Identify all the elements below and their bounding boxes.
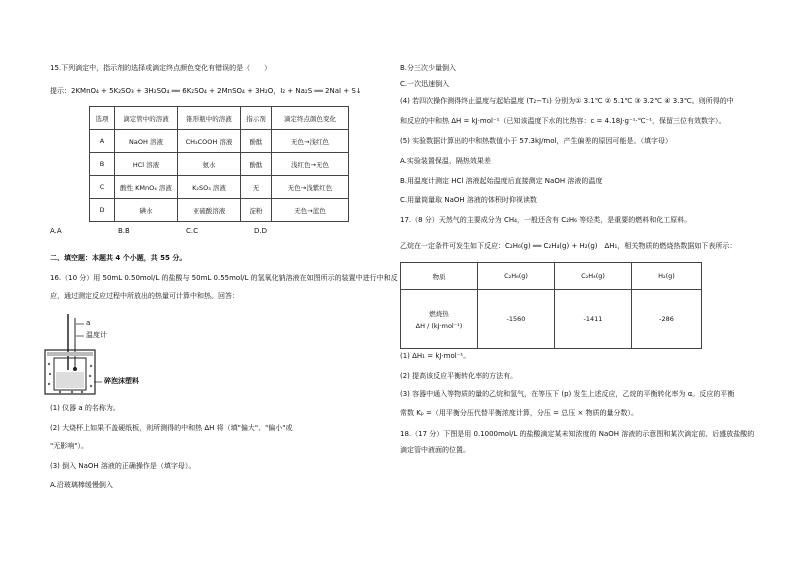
titration-table bbox=[89, 106, 349, 222]
q17-part3: (3) 容器中通入等物质的量的乙烷和氢气，在等压下 (p) 发生上述反应，乙烷的平衡转化率为 α。反应的平衡 bbox=[400, 390, 735, 398]
q16-part5-option-b: B.用温度计测定 HCl 溶液起始温度后直接测定 NaOH 溶液的温度 bbox=[400, 177, 603, 185]
table-header-row bbox=[401, 263, 702, 290]
question-15: 15.下列滴定中，指示剂的选择或滴定终点颜色变化有错误的是（ ） bbox=[50, 64, 272, 72]
table-header: C₂H₄(g) bbox=[555, 263, 632, 290]
q16-part5-option-c: C.用量筒量取 NaOH 溶液的体积时仰视读数 bbox=[400, 196, 537, 204]
question-17-reaction: 乙烷在一定条件可发生如下反应：C₂H₆(g) ══ C₂H₄(g) + H₂(g) ΔH₁，相关物质的燃烧热数据如下表所示： bbox=[400, 242, 737, 250]
table-cell: 无色→浅红色 bbox=[272, 130, 349, 153]
table-row bbox=[90, 130, 349, 153]
table-cell: -1411 bbox=[555, 290, 632, 349]
table-cell: C bbox=[90, 176, 115, 199]
q17-part1: (1) ΔH₁ = kJ·mol⁻¹。 bbox=[400, 352, 471, 360]
row-label-line2: ΔH / (kJ·mol⁻¹) bbox=[415, 321, 463, 330]
table-cell: 无色→浅紫红色 bbox=[272, 176, 349, 199]
table-cell: K₂SO₃ 溶液 bbox=[178, 176, 241, 199]
figure-label-foam: 碎泡沫塑料 bbox=[104, 377, 139, 385]
table-cell: HCl 溶液 bbox=[115, 153, 178, 176]
option-c: C.C bbox=[186, 227, 199, 235]
q16-part5: (5) 实验数据计算出的中和热数值小于 57.3kJ/mol，产生偏差的原因可能是。（填字母） bbox=[400, 137, 672, 145]
table-cell: 亚硫酸溶液 bbox=[178, 199, 241, 222]
table-row bbox=[90, 199, 349, 222]
table-header: C₂H₆(g) bbox=[478, 263, 555, 290]
q16-part4-line1: (4) 若四次操作测得终止温度与起始温度 (T₂−T₁) 分别为① 3.1℃ ② 5.1℃ ③ 3.2℃ ④ 3.3℃。则所得的中 bbox=[400, 97, 734, 105]
row-label-line1: 燃烧热 bbox=[429, 309, 449, 318]
question-18-line2: 滴定管中液面的位置。 bbox=[400, 446, 470, 454]
table-cell: 浅红色→无色 bbox=[272, 153, 349, 176]
question-16-line1: 16.（10 分）用 50mL 0.50mol/L 的盐酸与 50mL 0.55mol/L 的氢氧化钠溶液在如图所示的装置中进行中和反 bbox=[50, 274, 398, 282]
table-cell: -1560 bbox=[478, 290, 555, 349]
q16-part1: (1) 仪器 a 的名称为。 bbox=[50, 404, 120, 412]
hint-text: 提示：2KMnO₄ + 5K₂SO₃ + 3H₂SO₄ ══ 6K₂SO₄ + 2MnSO₄ + 3H₂O，I₂ + Na₂S ══ 2NaI + S↓ bbox=[50, 87, 362, 95]
q16-part4-line2: 和反应的中和热 ΔH = kJ·mol⁻¹（已知该温度下水的比热容：c = 4.18J·g⁻¹·℃⁻¹，保留三位有效数字）。 bbox=[400, 117, 726, 125]
q16-part3-option-b: B.分三次少量倒入 bbox=[400, 64, 457, 72]
q17-part3-cont: 常数 Kₚ =（用平衡分压代替平衡浓度计算，分压 = 总压 × 物质的量分数）。 bbox=[400, 409, 639, 417]
table-cell: 无 bbox=[241, 176, 272, 199]
q16-part3: (3) 倒入 NaOH 溶液的正确操作是（填字母）。 bbox=[50, 462, 196, 470]
table-row-label bbox=[401, 290, 478, 349]
table-cell: 淀粉 bbox=[241, 199, 272, 222]
table-cell: CH₃COOH 溶液 bbox=[178, 130, 241, 153]
table-row bbox=[90, 176, 349, 199]
table-row bbox=[401, 290, 702, 349]
combustion-heat-table bbox=[400, 262, 702, 349]
q16-part2-cont: "无影响"）。 bbox=[50, 442, 88, 450]
table-header: 滴定管中的溶液 bbox=[115, 107, 178, 130]
section-heading: 二、填空题：本题共 4 个小题，共 55 分。 bbox=[50, 254, 187, 262]
table-header: 选项 bbox=[90, 107, 115, 130]
question-17: 17.（8 分）天然气的主要成分为 CH₄，一般还含有 C₂H₆ 等烃类，是重要的燃料和化工原料。 bbox=[400, 216, 692, 224]
q16-part3-option-a: A.沿玻璃棒缓慢倒入 bbox=[50, 481, 113, 489]
q16-part3-option-c: C.一次迅速倒入 bbox=[400, 80, 450, 88]
table-cell: -286 bbox=[632, 290, 702, 349]
option-a: A.A bbox=[50, 227, 62, 235]
table-cell: 酚酞 bbox=[241, 153, 272, 176]
figure-label-a: a bbox=[86, 319, 91, 327]
q16-part5-option-a: A.实验装置保温、隔热效果差 bbox=[400, 157, 491, 165]
question-16-line2: 应，通过测定反应过程中所放出的热量可计算中和热。回答： bbox=[50, 292, 239, 300]
table-cell: 氨水 bbox=[178, 153, 241, 176]
table-header: H₂(g) bbox=[632, 263, 702, 290]
table-header: 指示剂 bbox=[241, 107, 272, 130]
q16-part2: (2) 大烧杯上如果不盖硬纸板，则所测得的中和热 ΔH 将（填"偏大"、"偏小"或 bbox=[50, 424, 293, 432]
question-18-line1: 18.（17 分）下图是用 0.1000mol/L 的盐酸滴定某未知浓度的 NaOH 溶液的示意图和某次滴定前、后盛放盐酸的 bbox=[400, 430, 755, 438]
table-cell: 酸性 KMnO₄ 溶液 bbox=[115, 176, 178, 199]
table-cell: D bbox=[90, 199, 115, 222]
table-cell: 无色→蓝色 bbox=[272, 199, 349, 222]
option-d: D.D bbox=[254, 227, 268, 235]
q17-part2: (2) 提高该反应平衡转化率的方法有。 bbox=[400, 372, 518, 380]
table-row bbox=[90, 153, 349, 176]
table-cell: 碘水 bbox=[115, 199, 178, 222]
table-header: 滴定终点颜色变化 bbox=[272, 107, 349, 130]
table-header: 锥形瓶中的溶液 bbox=[178, 107, 241, 130]
table-cell: A bbox=[90, 130, 115, 153]
table-header-row bbox=[90, 107, 349, 130]
table-cell: B bbox=[90, 153, 115, 176]
option-b: B.B bbox=[118, 227, 130, 235]
table-header: 物质 bbox=[401, 263, 478, 290]
table-cell: 酚酞 bbox=[241, 130, 272, 153]
table-cell: NaOH 溶液 bbox=[115, 130, 178, 153]
figure-label-thermometer: 温度计 bbox=[86, 331, 107, 339]
